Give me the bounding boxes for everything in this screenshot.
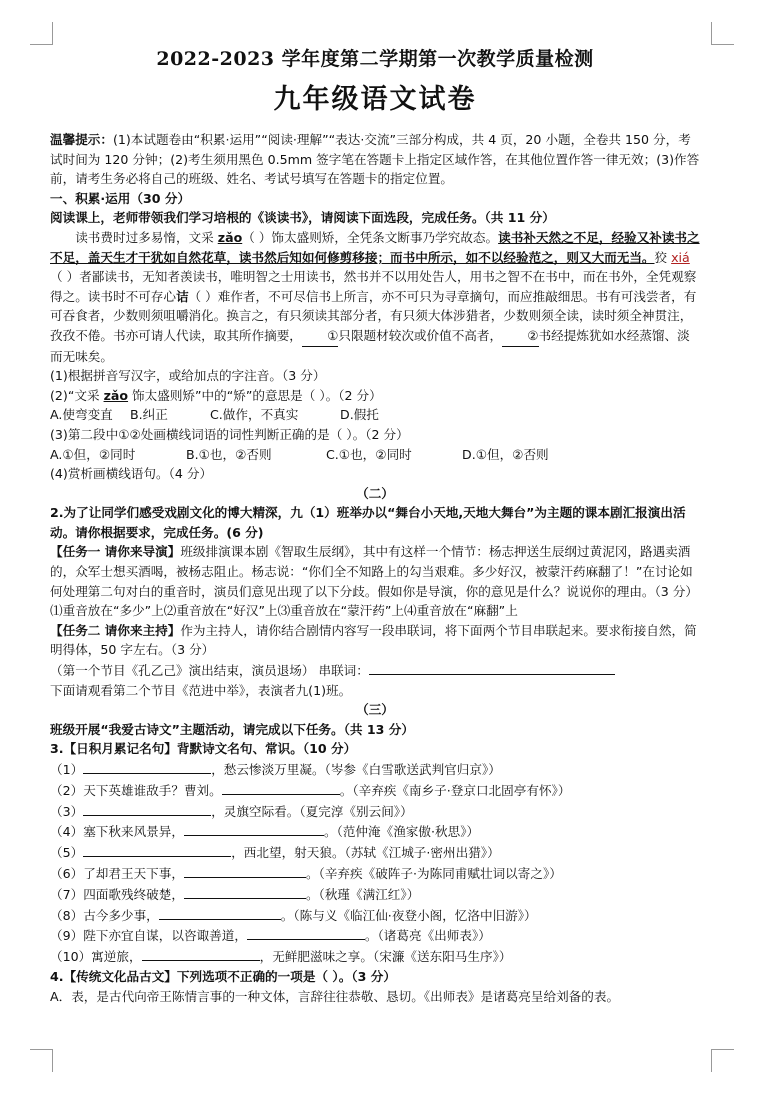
poem-text: 。（范仲淹《渔家傲·秋思》） xyxy=(323,824,480,840)
poem-blank xyxy=(83,759,211,774)
task1 xyxy=(50,542,700,601)
passage-text: 狡 xyxy=(654,249,672,265)
question-1-1: (1)根据拼音写汉字，或给加点的字注音。（3 分） xyxy=(50,368,326,384)
poem-line xyxy=(50,863,700,884)
task2-line1 xyxy=(50,660,700,681)
poem-prefix: （6）了却君王天下事， xyxy=(50,865,184,881)
poem-line xyxy=(50,801,700,822)
question-1-4: (4)赏析画横线语句。（4 分） xyxy=(50,466,213,482)
poem-line xyxy=(50,884,700,905)
q2-option-b: B.纠正 xyxy=(130,407,168,423)
notice xyxy=(50,130,700,189)
poem-text: 。（陈与义《临江仙·夜登小阁，忆洛中旧游》） xyxy=(280,907,537,923)
poem-line xyxy=(50,842,700,863)
task1-tag: 【任务一 请你来导演】 xyxy=(50,544,181,560)
task2-line1-text: （第一个节目《孔乙己》演出结束，演员退场） 串联词： xyxy=(50,663,369,679)
section3-intro: 班级开展“我爱古诗文”主题活动，请完成以下任务。（共 13 分） xyxy=(50,721,414,737)
q3-option-c: C.①也，②同时 xyxy=(326,446,412,462)
exam-title: 2022-2023 学年度第二学期第一次教学质量检测 xyxy=(156,48,594,70)
question-4-heading: 4.【传统文化品古文】下列选项不正确的一项是（ ）。（3 分） xyxy=(50,968,396,984)
q2-option-c: C.做作，不真实 xyxy=(210,407,299,423)
q2-option-a: A.使弯变直 xyxy=(50,407,113,423)
poem-blank xyxy=(142,946,260,961)
poem-blank xyxy=(159,905,281,920)
q3-option-d: D.①但，②否则 xyxy=(462,446,549,462)
task2-line2: 下面请观看第二个节目《范进中举》，表演者九(1)班。 xyxy=(50,682,352,698)
task2-text: 作为主持人，请你结合剧情内容写一段串联词，将下面两个节目串联起来。要求衔接自然，简明得体，50 字左右。（3 分） xyxy=(50,622,697,658)
poem-text: 。（辛弃疾《南乡子·登京口北固亭有怀》） xyxy=(339,782,571,798)
poem-line xyxy=(50,821,700,842)
poem-text: 。（辛弃疾《破阵子·为陈同甫赋壮词以寄之》） xyxy=(305,865,562,881)
task1-text: 班级排演课本剧《智取生辰纲》，其中有这样一个情节：杨志押送生辰纲过黄泥冈，路遇卖酒的，众军士想买酒喝，被杨志阻止。杨志说：“你们全不知路上的勾当艰难。多少好汉，被蒙汗药麻翻了！”在讨论如何处理第二句对白的重音时，演员们意见出现了以下分歧。假如你是导演，你的意见是什么？说说你的理由。（3 分） xyxy=(50,544,698,599)
poem-prefix: （5） xyxy=(50,845,84,861)
q2-pinyin: zǎo xyxy=(103,387,129,403)
passage-text: （ ）饰太盛则矫，全凭条文断事乃学究故态。 xyxy=(242,229,499,245)
reading-passage xyxy=(50,228,700,366)
notice-label: 温馨提示： xyxy=(50,132,113,147)
poem-list xyxy=(50,759,700,967)
question-4-option-a: A．表，是古代向帝王陈情言事的一种文体，言辞往往恭敬、恳切。《出师表》是诸葛亮呈给刘备的表。 xyxy=(50,988,620,1004)
poem-text: ，愁云惨淡万里凝。（岑参《白雪歌送武判官归京》） xyxy=(211,762,501,777)
passage-text: 只限题材较次或价值不高者， xyxy=(338,327,503,343)
q2-text: (2)“文采 xyxy=(50,387,104,403)
poem-text: 。（秋瑾《满江红》） xyxy=(305,886,420,902)
q3-option-b: B.①也，②否则 xyxy=(186,446,272,462)
question-3-heading: 3.【日积月累记名句】背默诗文名句、常识。（10 分） xyxy=(50,741,357,757)
poem-prefix: （9）陛下亦宜自谋，以咨诹善道， xyxy=(50,928,247,944)
pinyin-xia: xiá xyxy=(671,249,690,265)
poem-prefix: （8）古今多少事， xyxy=(50,907,159,923)
q2-option-d: D.假托 xyxy=(340,407,379,423)
corner-mark-top-right xyxy=(711,22,734,45)
corner-mark-bottom-left xyxy=(30,1049,53,1072)
linking-words-blank xyxy=(369,660,615,675)
poem-text: ，西北望，射天狼。（苏轼《江城子·密州出猎》） xyxy=(231,845,500,861)
section1-intro: 阅读课上，老师带领我们学习培根的《谈读书》，请阅读下面选段，完成任务。（共 11 分） xyxy=(50,210,555,226)
poem-blank xyxy=(83,801,211,816)
poem-blank xyxy=(184,821,324,836)
poem-blank xyxy=(83,842,231,857)
poem-prefix: （7）四面歌残终破楚， xyxy=(50,886,184,902)
section3-marker: （三） xyxy=(356,702,394,718)
poem-prefix: （3） xyxy=(50,803,84,819)
q3-options xyxy=(50,445,700,465)
question-1-2 xyxy=(50,386,700,406)
poem-line xyxy=(50,905,700,926)
poem-blank xyxy=(222,780,340,795)
poem-prefix: （2）天下英雄谁敌手？曹刘。 xyxy=(50,782,222,798)
poem-line xyxy=(50,946,700,967)
dotted-char-jie: 诘 xyxy=(175,288,189,304)
blank-2: ② xyxy=(502,326,538,347)
task1-options: ⑴重音放在“多少”上⑵重音放在“好汉”上⑶重音放在“蒙汗药”上⑷重音放在“麻翻”上 xyxy=(50,603,518,619)
blank-1: ① xyxy=(302,326,338,347)
q2-options xyxy=(50,405,700,425)
notice-text: (1)本试题卷由“积累·运用”“阅读·理解”“表达·交流”三部分构成，共 4 页，20 小题，全卷共 150 分，考试时间为 120 分钟；(2)考生须用黑色 0.5mm 签字笔在答题卡上指定区域作答，在其他位置作答一律无效；(3)作答前，请考生务必将自己的班级、姓名、考试号填写在答题卡的指定位置。 xyxy=(50,132,700,187)
task2 xyxy=(50,621,700,660)
corner-mark-top-left xyxy=(30,22,53,45)
passage-text: 读书费时过多易惰，文采 xyxy=(75,229,218,245)
poem-blank xyxy=(184,863,306,878)
poem-line xyxy=(50,780,700,801)
poem-prefix: （4）塞下秋来风景异， xyxy=(50,824,184,840)
question-1-3: (3)第二段中①②处画横线词语的词性判断正确的是（ ）。（2 分） xyxy=(50,426,409,442)
poem-text: ，无鲜肥滋味之享。（宋濂《送东阳马生序》） xyxy=(259,949,512,965)
poem-prefix: （10）寓逆旅， xyxy=(50,949,142,965)
poem-line xyxy=(50,759,700,780)
corner-mark-bottom-right xyxy=(711,1049,734,1072)
passage-text: 书经提炼犹如水经蒸馏、淡而无味矣。 xyxy=(50,327,690,364)
task2-tag: 【任务二 请你来主持】 xyxy=(50,622,181,638)
section2-marker: （二） xyxy=(356,485,394,501)
poem-prefix: （1） xyxy=(50,762,84,777)
poem-blank xyxy=(247,925,365,940)
passage-text: （ ）者鄙读书，无知者羡读书，唯明智之士用读书，然书并不以用处告人，用书之智不在书中，而在书外，全凭观察得之。读书时不可存心 xyxy=(50,269,697,304)
underlined-sentence: 读书补天然之不足，经验又补读书之不足，盖天生才干犹如自然花草，读书然后知如何修剪移接；而书中所示，如不以经验范之，则又大而无当。 xyxy=(50,229,700,265)
q3-option-a: A.①但，②同时 xyxy=(50,446,136,462)
poem-blank xyxy=(184,884,306,899)
pinyin-zao: zǎo xyxy=(217,229,243,245)
poem-text: 。（诸葛亮《出师表》） xyxy=(364,928,491,944)
section2-intro-text: 2.为了让同学们感受戏剧文化的博大精深，九（1）班举办以“舞台小天地,天地大舞台”为主题的课本剧汇报演出活动。请你根据要求，完成任务。(6 分) xyxy=(50,505,686,540)
q2-text: 饰太盛则矫”中的“矫”的意思是（ ）。（2 分） xyxy=(128,387,382,403)
poem-text: ，灵旗空际看。（夏完淳《别云间》） xyxy=(211,803,413,819)
exam-page xyxy=(50,44,700,1006)
section1-heading: 一、积累·运用（30 分） xyxy=(50,190,191,206)
paper-title: 九年级语文试卷 xyxy=(273,84,477,115)
poem-line xyxy=(50,925,700,946)
section2-intro xyxy=(50,503,700,542)
passage-text: （ ）难作者，不可尽信书上所言，亦不可只为寻章摘句，而应推敲细思。书有可浅尝者，有可吞食者，少数则须咀嚼消化。换言之，有只须读其部分者，有只须大体涉猎者，少数则须全读，读时须全神贯注，孜孜不倦。书亦可请人代读，取其所作摘要， xyxy=(50,288,697,343)
